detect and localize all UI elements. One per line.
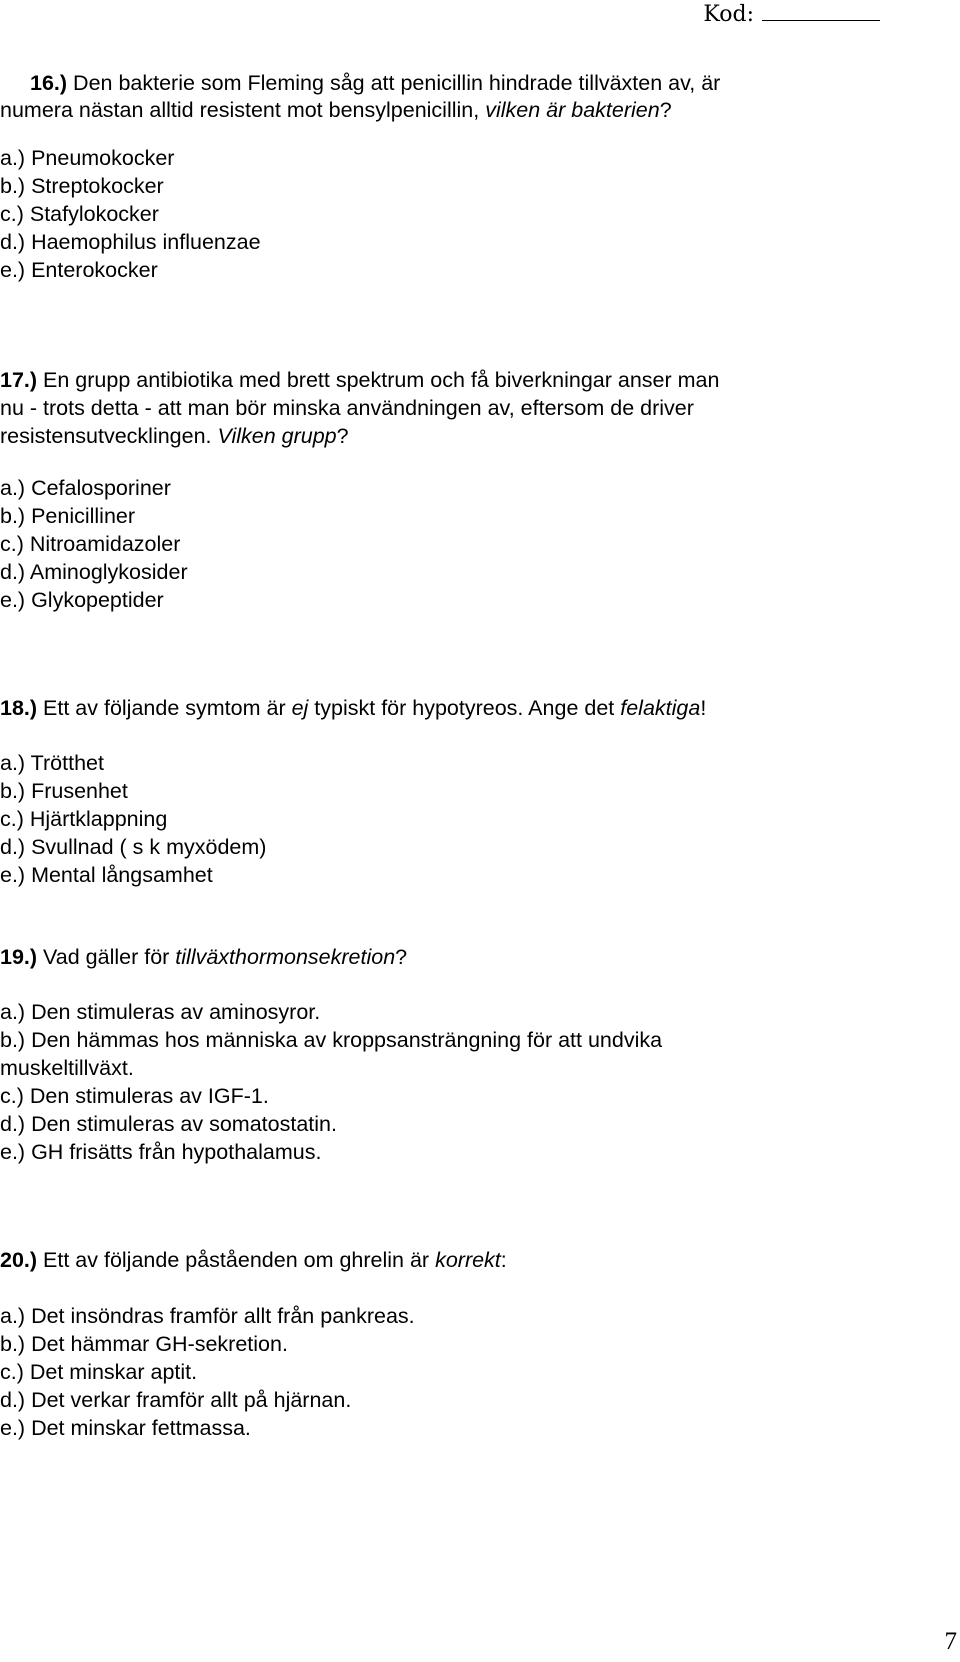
question-number: 16.) xyxy=(30,71,68,95)
option: b.) Den hämmas hos människa av kroppsansträngning för att undvika xyxy=(0,1028,663,1052)
option: muskeltillväxt. xyxy=(0,1056,134,1080)
option: c.) Nitroamidazoler xyxy=(0,532,181,556)
kod-field xyxy=(703,2,880,27)
kod-label: Kod: xyxy=(703,2,754,27)
option: a.) Cefalosporiner xyxy=(0,476,171,500)
q18-line-1: 18.) Ett av följande symtom är ej typiskt för hypotyreos. Ange det felaktiga! xyxy=(0,696,707,720)
option: c.) Stafylokocker xyxy=(0,202,159,226)
kod-blank-line xyxy=(762,2,880,21)
option: e.) Enterokocker xyxy=(0,258,158,282)
q17-line-3: resistensutvecklingen. Vilken grupp? xyxy=(0,424,349,448)
option: b.) Penicilliner xyxy=(0,504,136,528)
option: d.) Det verkar framför allt på hjärnan. xyxy=(0,1388,352,1412)
option: e.) Glykopeptider xyxy=(0,588,164,612)
option: e.) GH frisätts från hypothalamus. xyxy=(0,1140,322,1164)
option: d.) Haemophilus influenzae xyxy=(0,230,261,254)
page-number: 7 xyxy=(944,1628,957,1655)
q19-line-1: 19.) Vad gäller för tillväxthormonsekretion? xyxy=(0,945,408,969)
question-number: 20.) xyxy=(0,1248,38,1272)
option: e.) Mental långsamhet xyxy=(0,863,213,887)
q17-line-1: 17.) En grupp antibiotika med brett spektrum och få biverkningar anser man xyxy=(0,368,720,392)
option: b.) Frusenhet xyxy=(0,779,128,803)
option: a.) Trötthet xyxy=(0,751,104,775)
option: b.) Streptokocker xyxy=(0,174,164,198)
option: d.) Svullnad ( s k myxödem) xyxy=(0,835,267,859)
option: c.) Den stimuleras av IGF-1. xyxy=(0,1084,269,1108)
option: d.) Aminoglykosider xyxy=(0,560,188,584)
q16-line-1: 16.) Den bakterie som Fleming såg att penicillin hindrade tillväxten av, är xyxy=(30,71,721,95)
option: a.) Det insöndras framför allt från pankreas. xyxy=(0,1304,415,1328)
q17-line-2: nu - trots detta - att man bör minska användningen av, eftersom de driver xyxy=(0,396,694,420)
option: e.) Det minskar fettmassa. xyxy=(0,1416,251,1440)
option: c.) Det minskar aptit. xyxy=(0,1360,198,1384)
question-number: 18.) xyxy=(0,696,38,720)
q16-line-2: numera nästan alltid resistent mot bensylpenicillin, vilken är bakterien? xyxy=(0,98,672,122)
q20-line-1: 20.) Ett av följande påståenden om ghrelin är korrekt: xyxy=(0,1248,507,1272)
question-number: 17.) xyxy=(0,368,38,392)
option: d.) Den stimuleras av somatostatin. xyxy=(0,1112,337,1136)
option: a.) Pneumokocker xyxy=(0,146,175,170)
question-number: 19.) xyxy=(0,945,38,969)
option: a.) Den stimuleras av aminosyror. xyxy=(0,1000,321,1024)
option: b.) Det hämmar GH-sekretion. xyxy=(0,1332,288,1356)
option: c.) Hjärtklappning xyxy=(0,807,168,831)
